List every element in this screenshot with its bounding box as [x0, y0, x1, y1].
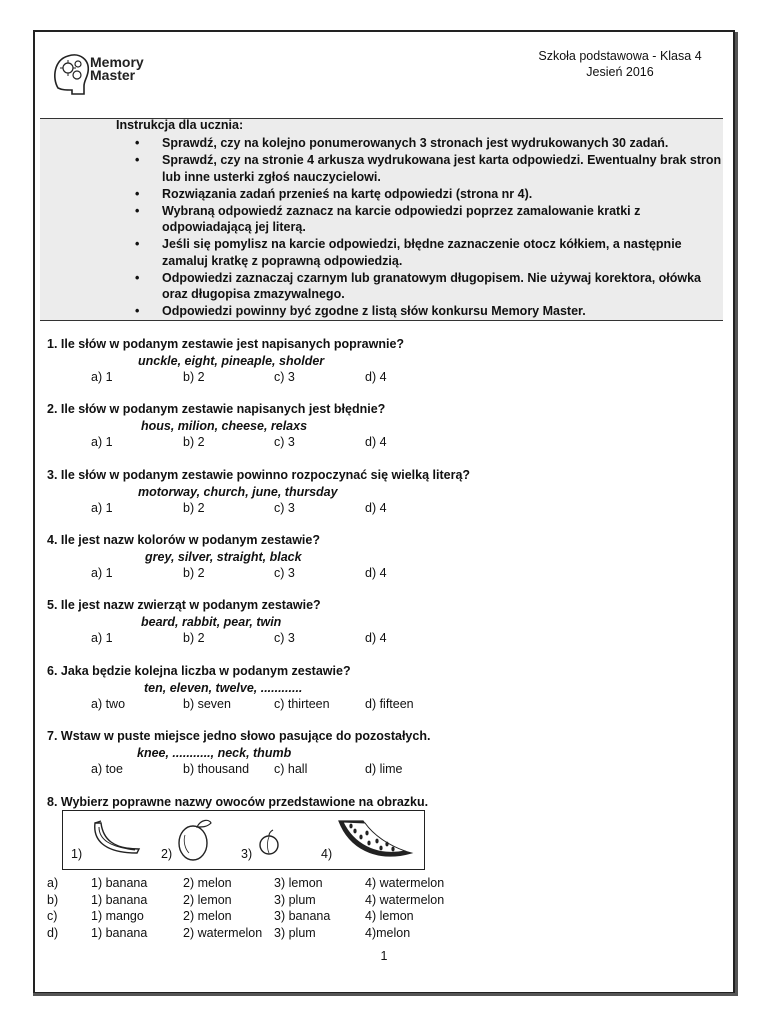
question-options — [47, 434, 727, 451]
question-words: ten, eleven, twelve, ............ — [144, 680, 303, 695]
question-options — [47, 500, 727, 517]
option-b[interactable]: b) 2 — [183, 370, 205, 384]
option-d[interactable]: d) 4 — [365, 370, 387, 384]
option-b[interactable]: b) seven — [183, 697, 231, 711]
question-words: unckle, eight, pineaple, sholder — [138, 353, 325, 368]
instruction-item: • Wybraną odpowiedź zaznacz na karcie odpowiedzi poprzez zamalowanie kratki z odpowiadającą jej literą. — [135, 203, 725, 236]
question-words: grey, silver, straight, black — [145, 549, 302, 564]
question-title: 5. Ile jest nazw zwierząt w podanym zestawie? — [47, 598, 321, 612]
question-7 — [47, 728, 727, 778]
option-a[interactable]: a) toe — [91, 762, 123, 776]
option-d[interactable]: d) 4 — [365, 435, 387, 449]
option-a[interactable]: a) two — [91, 697, 126, 711]
answer-cell: 2) watermelon — [183, 925, 263, 940]
answer-row-b[interactable] — [47, 892, 507, 909]
season-label: Jesień 2016 — [586, 65, 654, 79]
answer-row-a[interactable] — [47, 875, 507, 892]
fruit-pictures-box — [62, 810, 425, 870]
option-a[interactable]: a) 1 — [91, 566, 113, 580]
header-info — [520, 48, 720, 80]
page-frame-shadow — [33, 993, 738, 996]
answer-letter: b) — [47, 892, 59, 907]
option-d[interactable]: d) 4 — [365, 566, 387, 580]
question-words: motorway, church, june, thursday — [138, 484, 338, 499]
q8-answers — [47, 875, 507, 941]
option-d[interactable]: d) fifteen — [365, 697, 414, 711]
question-options — [47, 369, 727, 386]
answer-cell: 4) watermelon — [365, 892, 445, 907]
answer-cell: 4) lemon — [365, 909, 414, 923]
option-c[interactable]: c) thirteen — [274, 697, 330, 711]
answer-cell: 2) melon — [183, 909, 232, 923]
question-words: beard, rabbit, pear, twin — [141, 614, 282, 629]
answer-letter: d) — [47, 925, 59, 940]
instruction-item: • Odpowiedzi powinny być zgodne z listą słów konkursu Memory Master. — [135, 303, 725, 320]
question-5 — [47, 597, 727, 647]
school-label: Szkoła podstawowa - Klasa 4 — [538, 49, 702, 63]
option-b[interactable]: b) 2 — [183, 435, 205, 449]
logo-line-2: Master — [90, 67, 136, 83]
watermelon-icon — [335, 813, 415, 865]
option-c[interactable]: c) 3 — [274, 370, 295, 384]
question-title: 3. Ile słów w podanym zestawie powinno rozpoczynać się wielką literą? — [47, 468, 471, 482]
answer-cell: 1) banana — [91, 876, 148, 890]
answer-cell: 3) plum — [274, 925, 316, 940]
answer-cell: 1) banana — [91, 925, 148, 940]
question-title: 2. Ile słów w podanym zestawie napisanych jest błędnie? — [47, 402, 386, 416]
answer-cell: 1) banana — [91, 892, 148, 907]
question-1 — [47, 336, 727, 386]
instruction-item: • Jeśli się pomylisz na karcie odpowiedzi, błędne zaznaczenie otocz kółkiem, a następnie zamaluj kratkę z poprawną odpowiedzią. — [135, 236, 725, 269]
answer-cell: 3) lemon — [274, 876, 323, 890]
question-8 — [47, 794, 727, 811]
picture-label-2: 2) — [161, 847, 173, 861]
instruction-item: • Odpowiedzi zaznaczaj czarnym lub granatowym długopisem. Nie używaj korektora, ołówka oraz długopisa zmazywalnego. — [135, 270, 725, 303]
answer-letter: c) — [47, 909, 58, 923]
question-6 — [47, 663, 727, 713]
question-title: 4. Ile jest nazw kolorów w podanym zestawie? — [47, 533, 320, 547]
instruction-item: • Sprawdź, czy na kolejno ponumerowanych 3 stronach jest wydrukowanych 30 zadań. — [135, 135, 725, 152]
answer-cell: 3) banana — [274, 909, 331, 923]
question-options — [47, 565, 727, 582]
question-title: 6. Jaka będzie kolejna liczba w podanym zestawie? — [47, 664, 351, 678]
option-c[interactable]: c) 3 — [274, 435, 295, 449]
option-d[interactable]: d) 4 — [365, 631, 387, 645]
option-a[interactable]: a) 1 — [91, 501, 113, 515]
picture-label-4: 4) — [321, 847, 333, 861]
answer-cell: 3) plum — [274, 892, 316, 907]
question-words: knee, ..........., neck, thumb — [137, 745, 292, 760]
question-4 — [47, 532, 727, 582]
option-a[interactable]: a) 1 — [91, 435, 113, 449]
question-title: 8. Wybierz poprawne nazwy owoców przedstawione na obrazku. — [47, 795, 429, 809]
answer-letter: a) — [47, 876, 59, 890]
option-c[interactable]: c) hall — [274, 762, 308, 776]
plum-icon — [257, 829, 283, 857]
answer-cell: 1) mango — [91, 909, 144, 923]
picture-label-1: 1) — [71, 847, 83, 861]
instructions-list — [135, 135, 725, 320]
question-options — [47, 696, 727, 713]
question-words: hous, milion, cheese, relaxs — [141, 418, 308, 433]
option-b[interactable]: b) 2 — [183, 631, 205, 645]
question-options — [47, 761, 727, 778]
option-b[interactable]: b) thousand — [183, 762, 250, 776]
answer-cell: 2) lemon — [183, 892, 232, 907]
page-frame-shadow-right — [735, 32, 738, 996]
logo-line-1: Memory — [90, 54, 144, 70]
question-options — [47, 630, 727, 647]
banana-icon — [89, 819, 141, 859]
option-d[interactable]: d) lime — [365, 762, 403, 776]
answer-cell: 2) melon — [183, 876, 232, 890]
picture-label-3: 3) — [241, 847, 253, 861]
page-number: 1 — [380, 949, 388, 963]
instruction-item: • Rozwiązania zadań przenieś na kartę odpowiedzi (strona nr 4). — [135, 186, 725, 203]
question-3 — [47, 467, 727, 517]
logo-text — [90, 56, 144, 82]
option-a[interactable]: a) 1 — [91, 631, 113, 645]
instructions-title: Instrukcja dla ucznia: — [116, 118, 244, 132]
option-b[interactable]: b) 2 — [183, 566, 205, 580]
answer-row-d[interactable] — [47, 925, 507, 942]
option-c[interactable]: c) 3 — [274, 501, 295, 515]
question-title: 1. Ile słów w podanym zestawie jest napisanych poprawnie? — [47, 337, 405, 351]
question-2 — [47, 401, 727, 451]
option-c[interactable]: c) 3 — [274, 566, 295, 580]
option-b[interactable]: b) 2 — [183, 501, 205, 515]
option-a[interactable]: a) 1 — [91, 370, 113, 384]
answer-cell: 4) watermelon — [365, 876, 445, 890]
answer-row-c[interactable] — [47, 908, 507, 925]
option-d[interactable]: d) 4 — [365, 501, 387, 515]
answer-cell: 4)melon — [365, 925, 411, 940]
instruction-item: • Sprawdź, czy na stronie 4 arkusza wydrukowana jest karta odpowiedzi. Ewentualny brak stron lub inne usterki zgłoś nauczycielowi. — [135, 152, 725, 185]
lemon-icon — [175, 815, 215, 865]
option-c[interactable]: c) 3 — [274, 631, 295, 645]
question-title: 7. Wstaw w puste miejsce jedno słowo pasujące do pozostałych. — [47, 729, 431, 743]
